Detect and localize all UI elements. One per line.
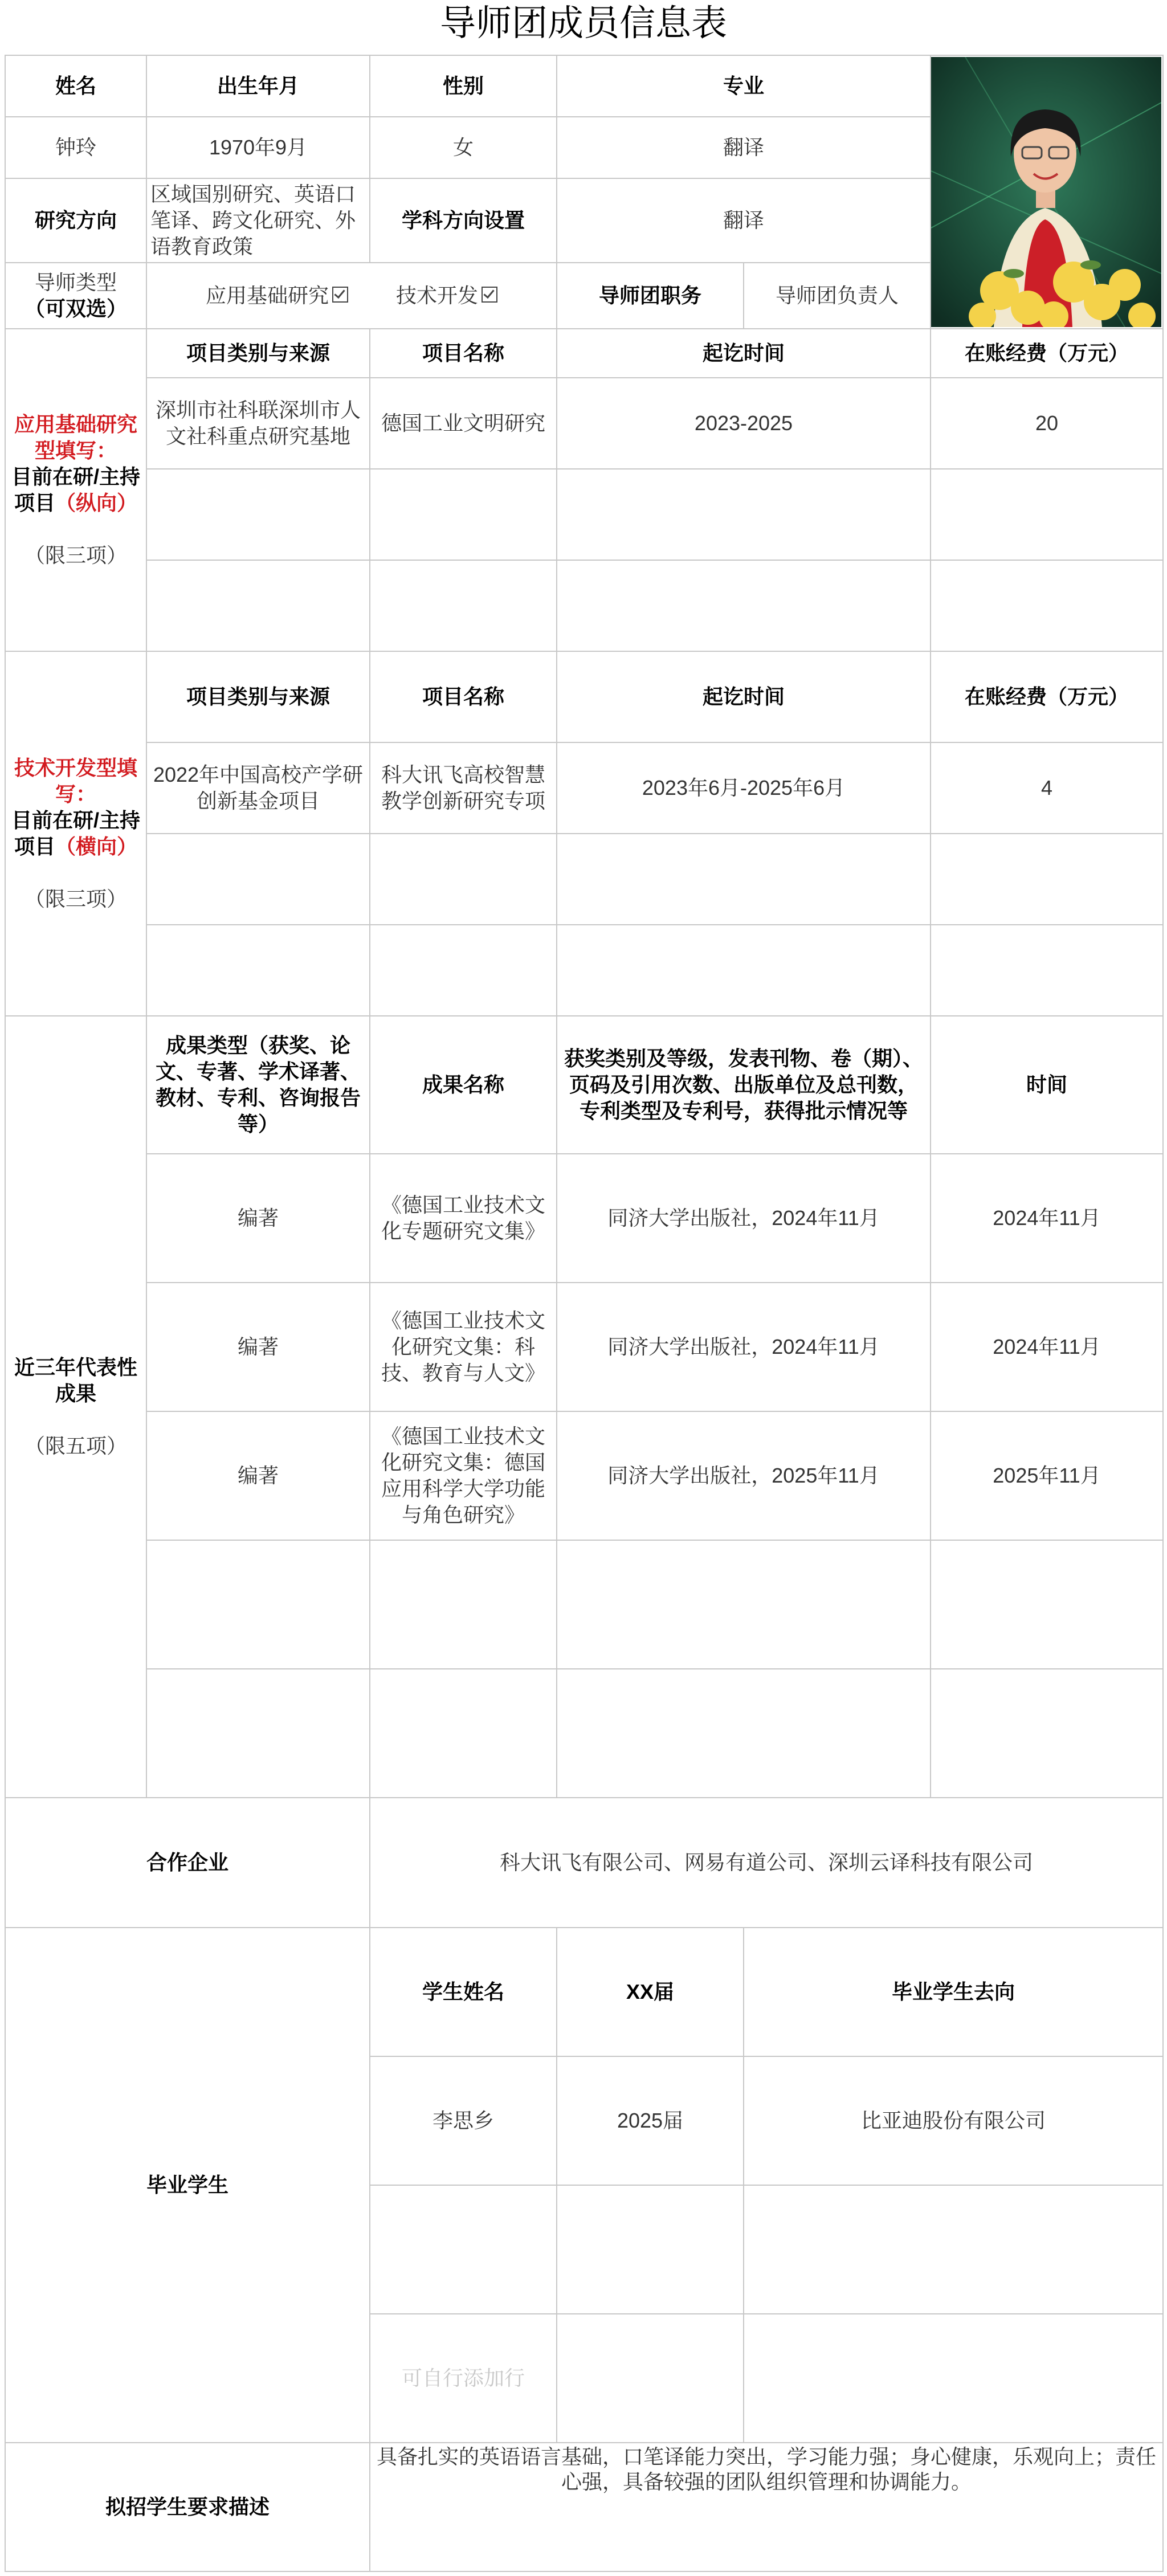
graduates-label: 毕业学生 (5, 1928, 370, 2443)
mentor-type-options (146, 263, 557, 329)
major-value: 翻译 (557, 117, 931, 178)
page-title: 导师团成员信息表 (440, 3, 727, 43)
research-label: 研究方向 (5, 178, 146, 263)
table-row: 深圳市社科联深圳市人文社科重点研究基地 德国工业文明研究 2023-2025 20 (5, 378, 1163, 469)
table-row: 编著 《德国工业技术文化研究文集：科技、教育与人文》 同济大学出版社，2024年11月 2024年11月 (5, 1283, 1163, 1411)
table-row (5, 560, 1163, 651)
table-row: 2022年中国高校产学研创新基金项目 科大讯飞高校智慧教学创新研究专项 2023年6月-2025年6月 4 (5, 742, 1163, 834)
partners-value: 科大讯飞有限公司、网易有道公司、深圳云译科技有限公司 (370, 1798, 1163, 1928)
achievements-header-row: 近三年代表性成果 （限五项） 成果类型（获奖、论文、专著、学术译著、教材、专利、咨询报告等） 成果名称 获奖类别及等级，发表刊物、卷（期）、页码及引用次数、出版单位及总刊数，专利类型及专利号，获得批示情况等 时间 (5, 1016, 1163, 1154)
tech-dev-header-row: 技术开发型填写： 目前在研/主持项目（横向） （限三项） 项目类别与来源 项目名称 起讫时间 在账经费（万元） (5, 651, 1163, 742)
table-row: 李思乡 2025届 比亚迪股份有限公司 (5, 2056, 1163, 2185)
portrait-icon (931, 57, 1161, 327)
birth-label: 出生年月 (146, 55, 370, 117)
position-value: 导师团负责人 (744, 263, 931, 329)
add-row-hint[interactable]: 可自行添加行 (370, 2314, 557, 2443)
mentor-type-label (5, 263, 146, 329)
header-row-labels (5, 55, 1163, 117)
mentor-type-label-line1: 导师类型 (34, 271, 117, 294)
discipline-value: 翻译 (557, 178, 931, 263)
tech-dev-type-label: 技术开发型填写： (14, 756, 137, 806)
partners-label: 合作企业 (5, 1798, 370, 1928)
name-value: 钟玲 (5, 117, 146, 178)
discipline-label: 学科方向设置 (370, 178, 557, 263)
mentor-info-table (5, 55, 1164, 2572)
tech-dev-limit: （限三项） (24, 887, 127, 911)
table-row (5, 925, 1163, 1016)
requirements-value: 具备扎实的英语语言基础，口笔译能力突出，学习能力强；身心健康，乐观向上；责任心强，具备较强的团队组织管理和协调能力。 (370, 2443, 1163, 2571)
type-option-basic: 应用基础研究 (205, 284, 329, 307)
table-row (5, 1540, 1163, 1669)
basic-research-limit: （限三项） (24, 544, 127, 567)
achievements-label: 近三年代表性成果 （限五项） (5, 1016, 146, 1798)
partners-row (5, 1798, 1163, 1928)
type-option-tech: 技术开发 (396, 284, 479, 307)
research-value: 区域国别研究、英语口笔译、跨文化研究、外语教育政策 (146, 178, 370, 263)
requirements-row (5, 2443, 1163, 2571)
table-row: 编著 《德国工业技术文化专题研究文集》 同济大学出版社，2024年11月 2024年11月 (5, 1154, 1163, 1283)
birth-value: 1970年9月 (146, 117, 370, 178)
position-label: 导师团职务 (557, 263, 744, 329)
table-row (5, 469, 1163, 560)
portrait-photo (931, 55, 1163, 329)
gender-label: 性别 (370, 55, 557, 117)
checkbox-checked-icon[interactable] (332, 287, 348, 303)
achievements-limit: （限五项） (24, 1434, 127, 1458)
name-label: 姓名 (5, 55, 146, 117)
table-row (5, 834, 1163, 925)
requirements-label: 拟招学生要求描述 (5, 2443, 370, 2571)
major-label: 专业 (557, 55, 931, 117)
graduates-header-row: 毕业学生 学生姓名 XX届 毕业学生去向 (5, 1928, 1163, 2056)
mentor-type-label-line2: （可双选） (24, 297, 127, 320)
basic-research-header-row: 应用基础研究型填写： 目前在研/主持项目（纵向） （限三项） 项目类别与来源 项目名称 起讫时间 在账经费（万元） (5, 329, 1163, 378)
gender-value: 女 (370, 117, 557, 178)
table-row (5, 1669, 1163, 1798)
tech-dev-label: 技术开发型填写： 目前在研/主持项目（横向） （限三项） (5, 651, 146, 1016)
checkbox-checked-icon[interactable] (482, 287, 497, 303)
basic-research-type-label: 应用基础研究型填写： (14, 413, 137, 462)
basic-research-label: 应用基础研究型填写： 目前在研/主持项目（纵向） （限三项） (5, 329, 146, 651)
table-row: 编著 《德国工业技术文化研究文集：德国应用科学大学功能与角色研究》 同济大学出版社，2025年11月 2025年11月 (5, 1411, 1163, 1540)
